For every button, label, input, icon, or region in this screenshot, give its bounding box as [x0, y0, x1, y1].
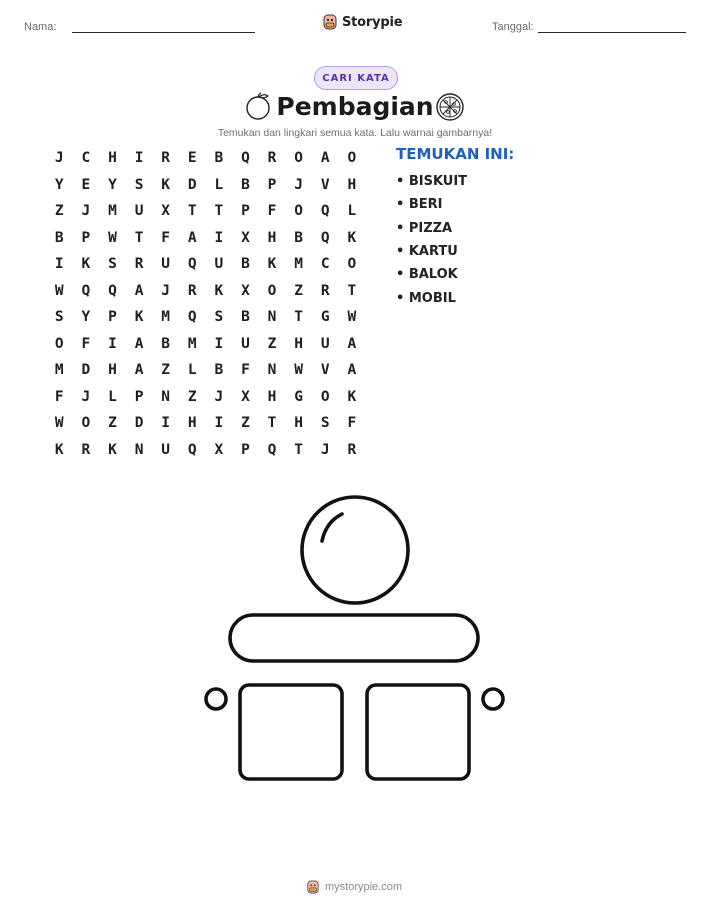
grid-letter: S	[134, 176, 144, 193]
grid-letter: Q	[81, 282, 91, 299]
grid-letter: C	[81, 150, 91, 167]
grid-letter: L	[347, 203, 357, 220]
grid-letter: T	[134, 229, 144, 246]
grid-letter: R	[347, 441, 357, 458]
grid-letter: K	[347, 229, 357, 246]
grid-letter: Z	[294, 282, 303, 299]
storypie-logo-icon	[306, 879, 320, 895]
grid-letter: J	[320, 441, 330, 458]
grid-letter: Y	[108, 176, 117, 193]
coloring-long-bar	[230, 615, 478, 661]
grid-letter: D	[81, 362, 91, 379]
grid-letter: V	[320, 176, 330, 193]
grid-letter: H	[294, 415, 303, 432]
coloring-circle-shape	[302, 497, 408, 603]
grid-letter: I	[214, 335, 224, 352]
grid-letter: J	[54, 150, 64, 167]
footer-url: mystorypie.com	[325, 881, 403, 893]
grid-letter: B	[241, 256, 250, 273]
grid-letter: Q	[108, 282, 117, 299]
word-list	[396, 170, 467, 310]
grid-letter: Q	[187, 256, 197, 273]
grid-letter: T	[187, 203, 197, 220]
word-item: • BISKUIT	[396, 174, 468, 190]
grid-letter: I	[161, 415, 171, 432]
grid-letter: A	[347, 362, 357, 379]
grid-letter: O	[347, 256, 357, 273]
grid-letter: S	[320, 415, 330, 432]
grid-letter: B	[214, 150, 224, 167]
grid-letter: H	[294, 335, 303, 352]
name-label: Nama:	[24, 21, 57, 33]
grid-letter: C	[320, 256, 330, 273]
grid-letter: B	[241, 309, 250, 326]
grid-letter: X	[161, 203, 171, 220]
grid-letter: D	[134, 415, 144, 432]
grid-letter: G	[320, 309, 330, 326]
grid-letter: B	[214, 362, 224, 379]
grid-letter: R	[81, 441, 91, 458]
grid-letter: E	[81, 176, 91, 193]
grid-letter: F	[347, 415, 357, 432]
grid-letter: F	[267, 203, 277, 220]
grid-letter: I	[214, 229, 224, 246]
grid-letter: I	[54, 256, 64, 273]
grid-letter: A	[320, 150, 330, 167]
grid-letter: D	[187, 176, 197, 193]
grid-letter: X	[241, 282, 250, 299]
brand	[322, 13, 402, 31]
find-title: TEMUKAN INI:	[396, 145, 515, 163]
brand-name: Storypie	[342, 14, 403, 30]
grid-letter: X	[214, 441, 224, 458]
grid-letter: I	[108, 335, 117, 352]
coloring-left-box	[240, 685, 342, 779]
grid-letter: Z	[241, 415, 250, 432]
grid-letter: H	[267, 229, 277, 246]
grid-letter: E	[187, 150, 197, 167]
grid-letter: T	[214, 203, 224, 220]
grid-letter: T	[347, 282, 357, 299]
storypie-logo-icon	[322, 13, 338, 31]
word-item: • MOBIL	[396, 290, 456, 306]
word-item: • BALOK	[396, 267, 458, 283]
grid-letter: R	[161, 150, 171, 167]
grid-letter: Q	[320, 229, 330, 246]
grid-letter: P	[81, 229, 91, 246]
grid-letter: Q	[187, 309, 197, 326]
grid-letter: Z	[54, 203, 64, 220]
grid-letter: P	[108, 309, 117, 326]
grid-letter: Z	[187, 388, 197, 405]
date-line	[538, 32, 686, 33]
grid-letter: O	[294, 203, 303, 220]
grid-letter: A	[134, 282, 144, 299]
grid-letter: J	[81, 203, 91, 220]
name-line	[72, 32, 255, 33]
grid-letter: T	[294, 309, 303, 326]
grid-letter: Q	[267, 441, 277, 458]
grid-letter: K	[54, 441, 64, 458]
grid-letter: N	[267, 309, 277, 326]
grid-letter: R	[134, 256, 144, 273]
grid-letter: W	[347, 309, 357, 326]
grid-letter: O	[294, 150, 303, 167]
grid-letter: V	[320, 362, 330, 379]
grid-letter: R	[267, 150, 277, 167]
coloring-illustration	[200, 488, 510, 788]
footer	[306, 879, 402, 895]
grid-letter: S	[108, 256, 117, 273]
letter-grid	[46, 145, 365, 463]
grid-letter: K	[108, 441, 117, 458]
word-item: • KARTU	[396, 244, 458, 260]
grid-letter: I	[134, 150, 144, 167]
grid-letter: K	[81, 256, 91, 273]
grid-letter: O	[267, 282, 277, 299]
grid-letter: W	[108, 229, 117, 246]
instructions: Temukan dan lingkari semua kata. Lalu warnai gambarnya!	[217, 127, 493, 139]
grid-letter: K	[347, 388, 357, 405]
grid-letter: Z	[267, 335, 277, 352]
grid-letter: F	[161, 229, 171, 246]
grid-letter: M	[161, 309, 171, 326]
page-title: Pembagian	[276, 92, 434, 121]
grid-letter: I	[214, 415, 224, 432]
grid-letter: P	[241, 203, 250, 220]
grid-letter: O	[347, 150, 357, 167]
word-item: • PIZZA	[396, 220, 453, 236]
grid-letter: H	[347, 176, 357, 193]
grid-letter: M	[294, 256, 303, 273]
grid-letter: H	[187, 415, 197, 432]
grid-letter: L	[214, 176, 224, 193]
grid-letter: A	[134, 362, 144, 379]
grid-letter: T	[267, 415, 277, 432]
grid-letter: F	[54, 388, 64, 405]
grid-letter: H	[108, 150, 117, 167]
grid-letter: Y	[54, 176, 64, 193]
grid-letter: U	[161, 441, 171, 458]
grid-letter: S	[214, 309, 224, 326]
grid-letter: K	[267, 256, 277, 273]
grid-letter: A	[187, 229, 197, 246]
grid-letter: J	[161, 282, 171, 299]
grid-letter: U	[161, 256, 171, 273]
grid-letter: N	[134, 441, 144, 458]
pizza-icon	[435, 92, 465, 122]
coloring-right-dot	[483, 689, 503, 709]
grid-letter: J	[81, 388, 91, 405]
word-search-badge: CARI KATA	[314, 66, 398, 90]
grid-letter: U	[214, 256, 224, 273]
grid-letter: Z	[108, 415, 117, 432]
grid-letter: F	[81, 335, 91, 352]
coloring-right-box	[367, 685, 469, 779]
grid-letter: H	[267, 388, 277, 405]
grid-letter: X	[241, 229, 250, 246]
grid-letter: W	[54, 415, 64, 432]
grid-letter: N	[267, 362, 277, 379]
grid-letter: K	[214, 282, 224, 299]
grid-letter: W	[54, 282, 64, 299]
grid-letter: B	[54, 229, 64, 246]
grid-letter: O	[320, 388, 330, 405]
grid-letter: W	[294, 362, 303, 379]
grid-letter: L	[187, 362, 197, 379]
grid-letter: Q	[241, 150, 250, 167]
grid-letter: R	[320, 282, 330, 299]
grid-letter: L	[108, 388, 117, 405]
date-label: Tanggal:	[492, 21, 534, 33]
grid-letter: Q	[320, 203, 330, 220]
grid-letter: P	[241, 441, 250, 458]
grid-letter: B	[241, 176, 250, 193]
grid-letter: H	[108, 362, 117, 379]
grid-letter: K	[161, 176, 171, 193]
grid-letter: F	[241, 362, 250, 379]
grid-letter: K	[134, 309, 144, 326]
grid-letter: M	[54, 362, 64, 379]
grid-letter: P	[267, 176, 277, 193]
grid-letter: R	[187, 282, 197, 299]
grid-letter: Y	[81, 309, 91, 326]
coloring-left-dot	[206, 689, 226, 709]
grid-letter: J	[214, 388, 224, 405]
grid-letter: T	[294, 441, 303, 458]
grid-letter: X	[241, 388, 250, 405]
grid-letter: M	[108, 203, 117, 220]
grid-letter: O	[81, 415, 91, 432]
grid-letter: O	[54, 335, 64, 352]
grid-letter: U	[241, 335, 250, 352]
grid-letter: G	[294, 388, 303, 405]
grid-letter: A	[134, 335, 144, 352]
grid-letter: A	[347, 335, 357, 352]
word-item: • BERI	[396, 197, 443, 213]
grid-letter: B	[294, 229, 303, 246]
grid-letter: U	[320, 335, 330, 352]
grid-letter: Z	[161, 362, 171, 379]
coloring-highlight-stroke	[322, 514, 342, 541]
grid-letter: N	[161, 388, 171, 405]
grid-letter: M	[187, 335, 197, 352]
grid-letter: Q	[187, 441, 197, 458]
grid-letter: U	[134, 203, 144, 220]
grid-letter: S	[54, 309, 64, 326]
grid-letter: B	[161, 335, 171, 352]
grid-letter: P	[134, 388, 144, 405]
grid-letter: J	[294, 176, 303, 193]
